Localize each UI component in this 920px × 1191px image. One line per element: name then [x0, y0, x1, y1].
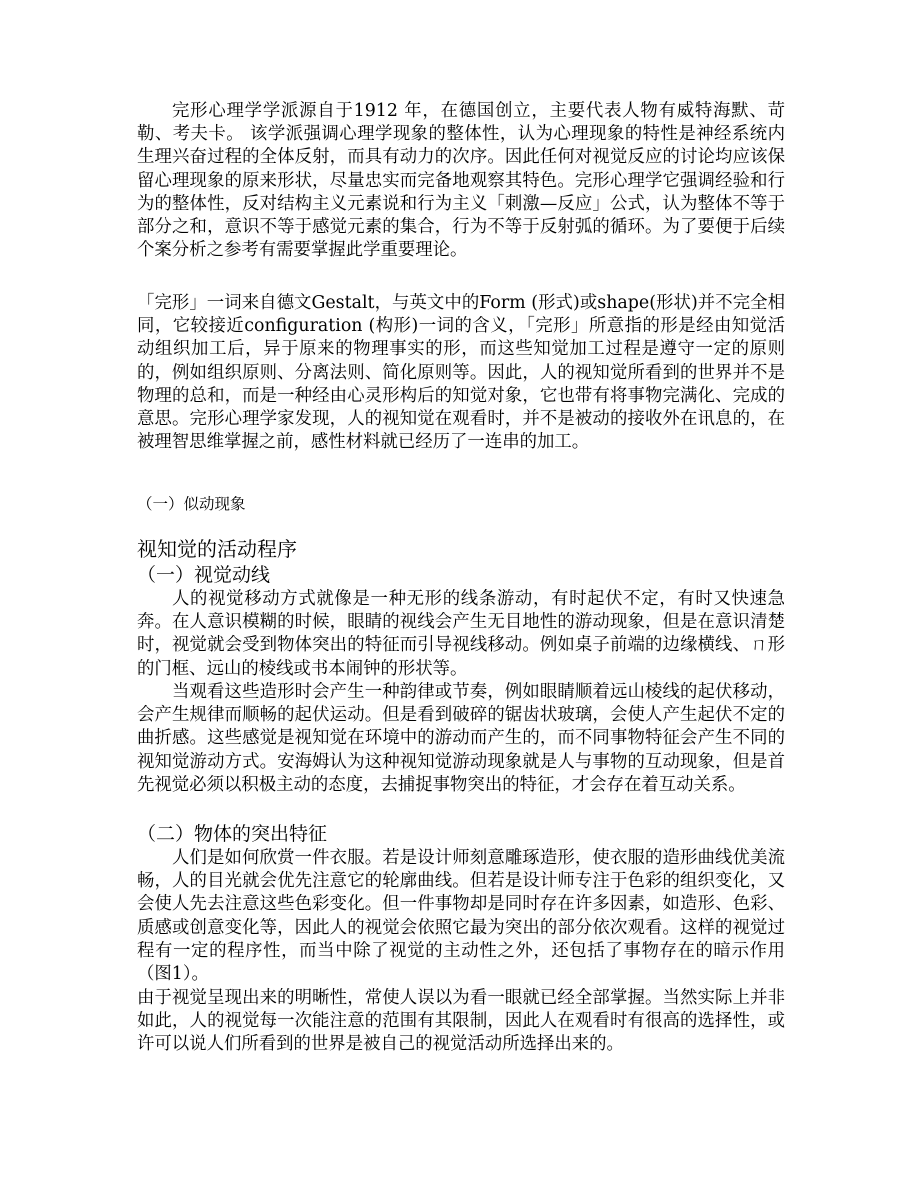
- paragraph-salient-features-2: 由于视觉呈现出来的明晰性，常使人误以为看一眼就已经全部掌握。当然实际上并非如此，人的视觉每一次能注意的范围有其限制，因此人在观看时有很高的选择性，或许可以说人们所看到的世界是被自己的视觉活动所选择出来的。: [137, 988, 785, 1055]
- paragraph-visual-flow-1: 人的视觉移动方式就像是一种无形的线条游动，有时起伏不定，有时又快速急奔。在人意识模糊的时候，眼睛的视线会产生无目地性的游动现象，但是在意识清楚时，视觉就会受到物体突出的特征而引导视线移动。例如桌子前端的边缘横线、ㄇ形的门框、远山的棱线或书本闹钟的形状等。: [137, 589, 785, 679]
- subsection-title-salient-features: （二）物体的突出特征: [137, 823, 328, 845]
- paragraph-gestalt-definition: 「完形」一词来自德文Gestalt，与英文中的Form (形式)或shape(形状)并不完全相同，它较接近configuration (构形)一词的含义，「完形」所意指的形是经由知觉活动组织加工后，异于原来的物理事实的形，而这些知觉加工过程是遵守一定的原则的，例如组织原则、分离法则、简化原则等。因此，人的视知觉所看到的世界并不是物理的总和，而是一种经由心灵形构后的知觉对象，它也带有将事物完满化、完成的意思。完形心理学家发现，人的视知觉在观看时，并不是被动的接收外在讯息的，在被理智思维掌握之前，感性材料就已经历了一连串的加工。: [137, 293, 785, 453]
- paragraph-visual-flow-2: 当观看这些造形时会产生一种韵律或节奏，例如眼睛顺着远山棱线的起伏移动，会产生规律而顺畅的起伏运动。但是看到破碎的锯齿状玻璃，会使人产生起伏不定的曲折感。这些感觉是视知觉在环境中的游动而产生的，而不同事物特征会产生不同的视知觉游动方式。安海姆认为这种视知觉游动现象就是人与事物的互动现象，但是首先视觉必须以积极主动的态度，去捕捉事物突出的特征，才会存在着互动关系。: [137, 682, 785, 795]
- section-title: 视知觉的活动程序: [137, 537, 297, 561]
- paragraph-salient-features-1: 人们是如何欣赏一件衣服。若是设计师刻意雕琢造形，使衣服的造形曲线优美流畅，人的目光就会优先注意它的轮廓曲线。但若是设计师专注于色彩的组织变化，又会使人先去注意这些色彩变化。但一件事物却是同时存在许多因素，如造形、色彩、质感或创意变化等，因此人的视觉会依照它最为突出的部分依次观看。这样的视觉过程有一定的程序性，而当中除了视觉的主动性之外，还包括了事物存在的暗示作用（图1）。: [137, 848, 785, 985]
- subsection-title-visual-flow: （一）视觉动线: [137, 564, 271, 586]
- small-heading: （一）似动现象: [137, 495, 246, 513]
- paragraph-gestalt-origin: 完形心理学学派源自于1912 年，在德国创立，主要代表人物有威特海默、苛勒、考夫卡。 该学派强调心理学现象的整体性，认为心理现象的特性是神经系统内生理兴奋过程的全体反射，而具有动力的次序。因此任何对视觉反应的讨论均应该保留心理现象的原来形状，尽量忠实而完备地观察其特色。完形心理学它强调经验和行为的整体性，反对结构主义元素说和行为主义「刺激—反应」公式，认为整体不等于部分之和，意识不等于感觉元素的集合，行为不等于反射弧的循环。为了要便于后续个案分析之参考有需要掌握此学重要理论。: [137, 101, 785, 261]
